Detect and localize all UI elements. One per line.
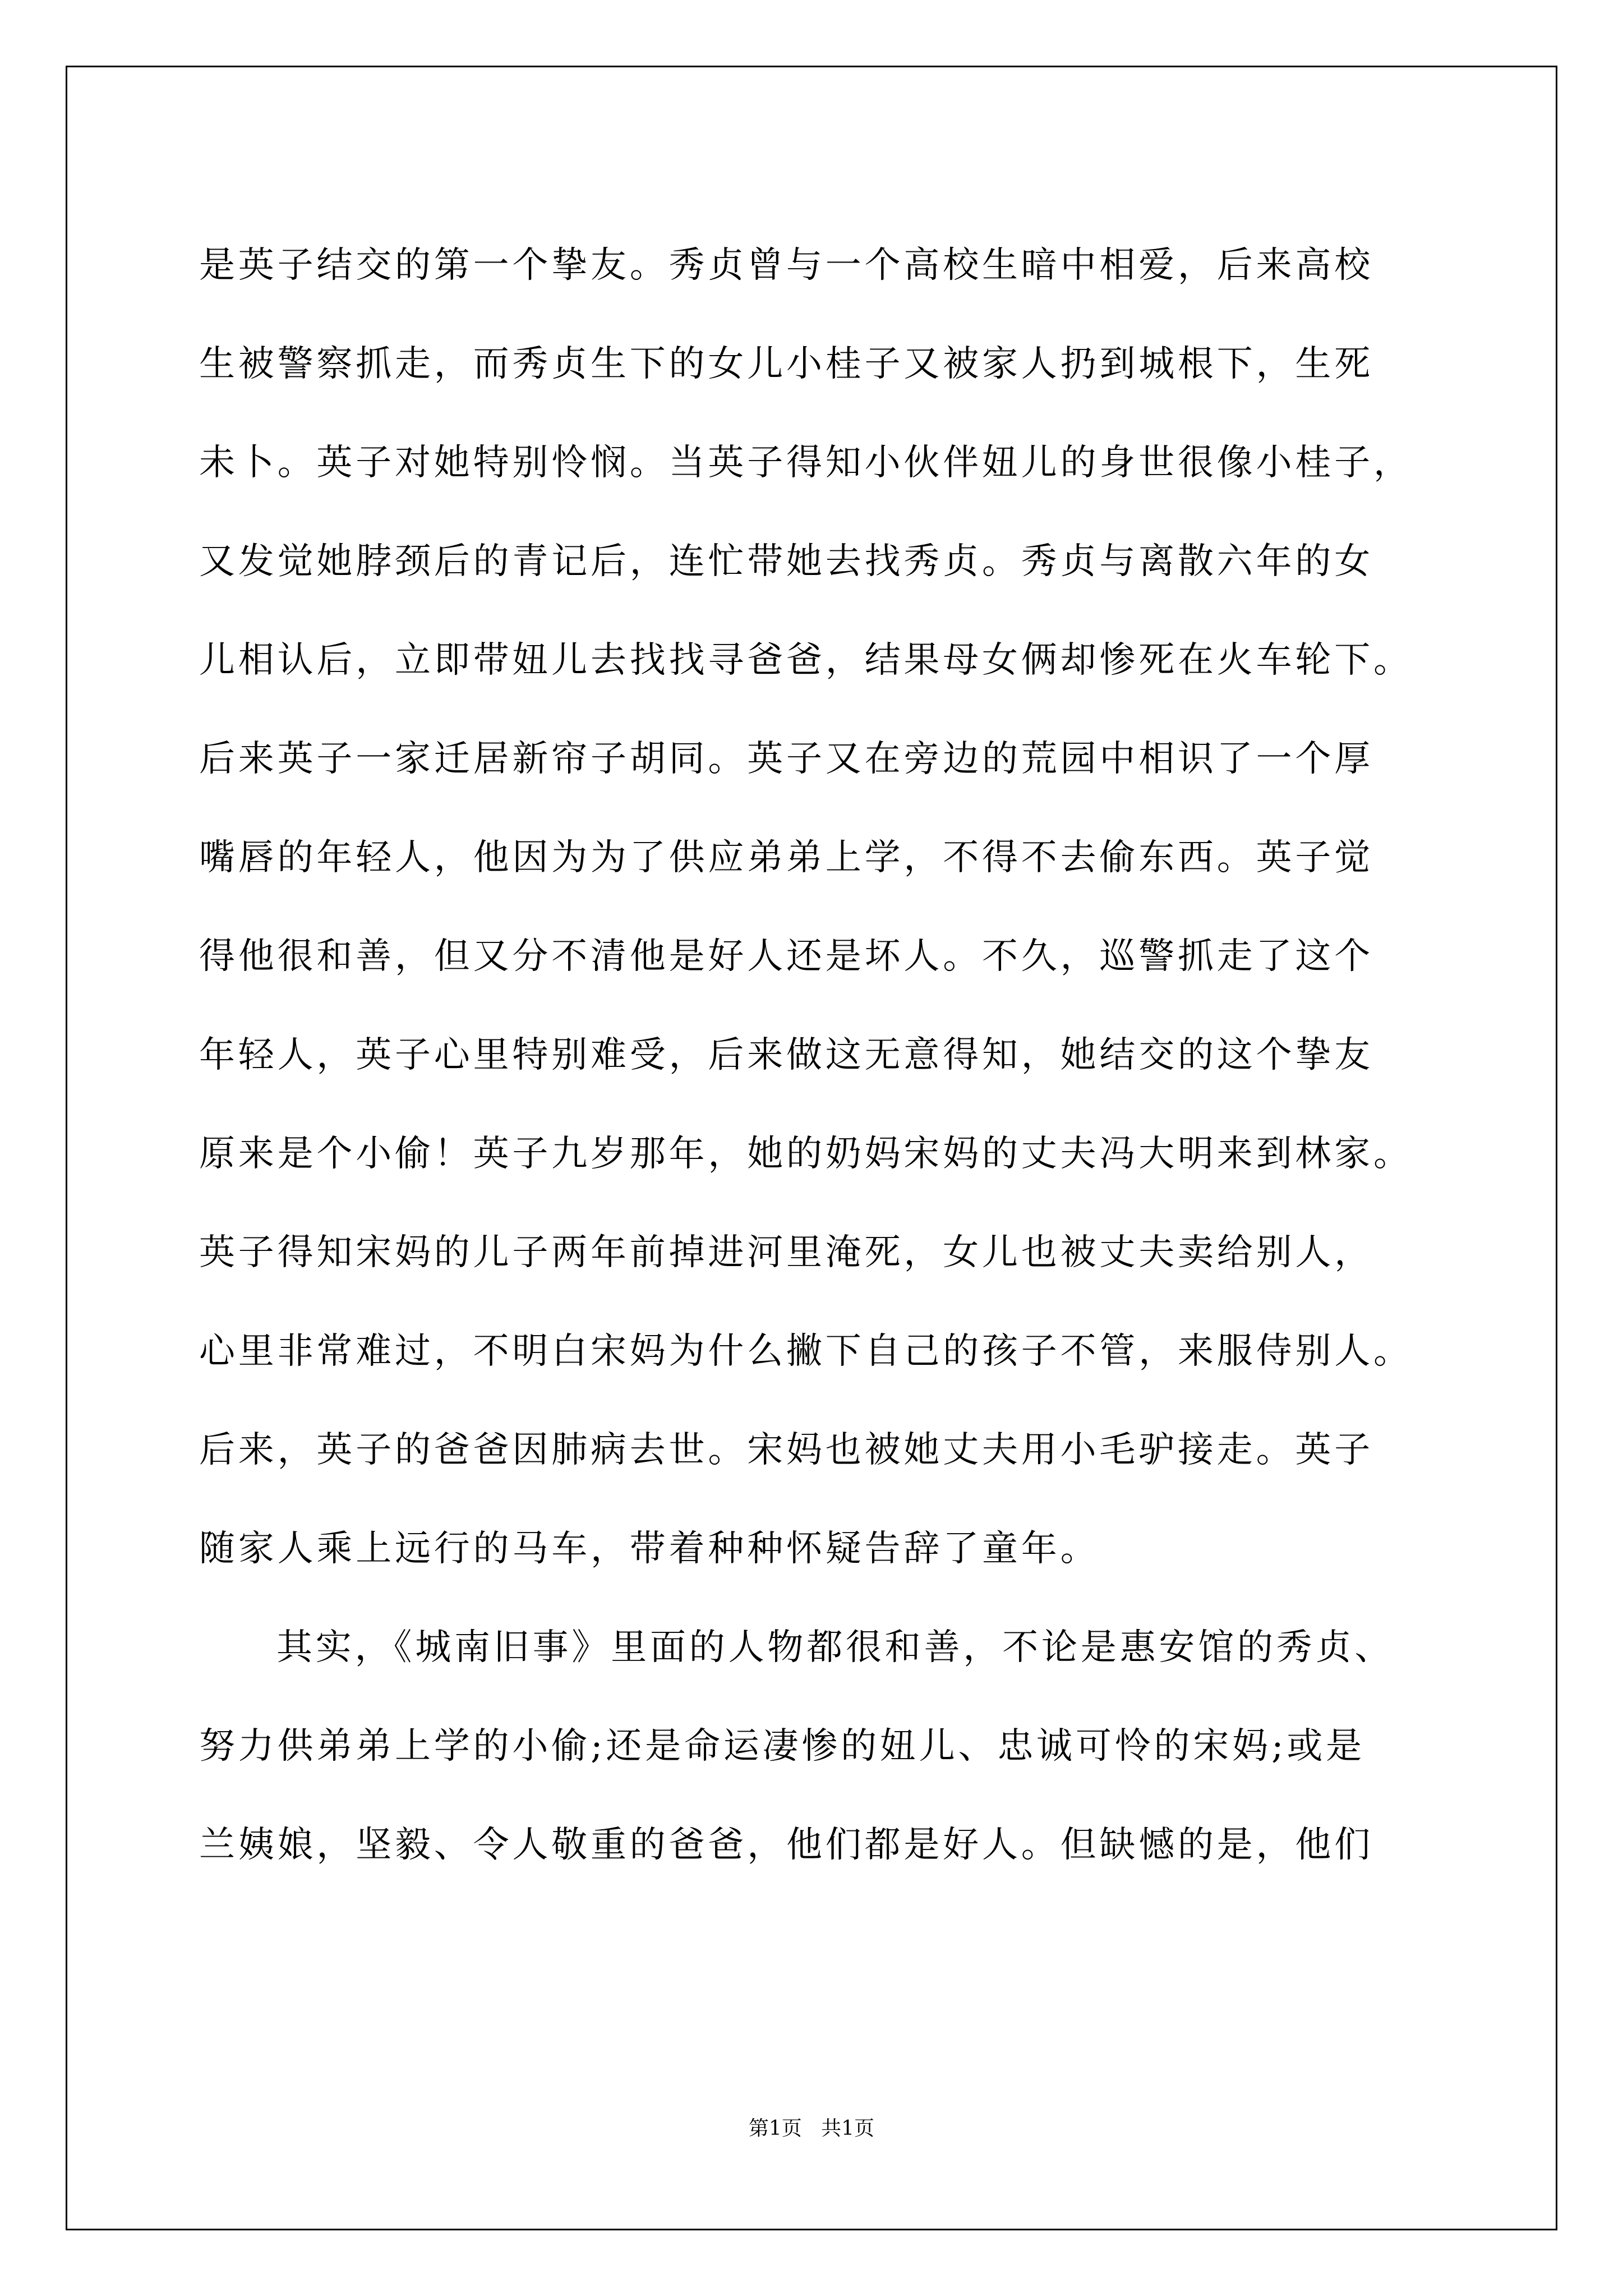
page-number-footer: 第1页 共1页: [748, 2117, 875, 2140]
text-line: 原来是个小偷！英子九岁那年，她的奶妈宋妈的丈夫冯大明来到林家。: [199, 1133, 1413, 1175]
text-line: 随家人乘上远行的马车，带着种种怀疑告辞了童年。: [199, 1528, 1100, 1570]
text-line: 得他很和善，但又分不清他是好人还是坏人。不久，巡警抓走了这个: [199, 936, 1373, 977]
document-body: [199, 216, 1433, 1894]
text-line: 努力供弟弟上学的小偷;还是命运凄惨的妞儿、忠诚可怜的宋妈;或是: [199, 1726, 1365, 1767]
text-line: 年轻人，英子心里特别难受，后来做这无意得知，她结交的这个挚友: [199, 1034, 1373, 1076]
text-line: 是英子结交的第一个挚友。秀贞曾与一个高校生暗中相爱，后来高校: [199, 245, 1373, 286]
text-line: 又发觉她脖颈后的青记后，连忙带她去找秀贞。秀贞与离散六年的女: [199, 541, 1373, 582]
paragraph-first-line: 其实，《城南旧事》里面的人物都很和善，不论是惠安馆的秀贞、: [276, 1627, 1394, 1668]
text-line: 未卜。英子对她特别怜悯。当英子得知小伙伴妞儿的身世很像小桂子，: [199, 442, 1413, 484]
text-line: 英子得知宋妈的儿子两年前掉进河里淹死，女儿也被丈夫卖给别人，: [199, 1232, 1373, 1273]
text-line: 后来英子一家迁居新帘子胡同。英子又在旁边的荒园中相识了一个厚: [199, 738, 1373, 780]
text-line: 嘴唇的年轻人，他因为为了供应弟弟上学，不得不去偷东西。英子觉: [199, 837, 1373, 878]
text-line: 生被警察抓走，而秀贞生下的女儿小桂子又被家人扔到城根下，生死: [199, 343, 1373, 385]
text-line: 兰姨娘，坚毅、令人敬重的爸爸，他们都是好人。但缺憾的是，他们: [199, 1824, 1373, 1866]
text-line: 后来，英子的爸爸因肺病去世。宋妈也被她丈夫用小毛驴接走。英子: [199, 1429, 1373, 1471]
text-line: 心里非常难过，不明白宋妈为什么撇下自己的孩子不管，来服侍别人。: [199, 1331, 1413, 1372]
text-line: 儿相认后，立即带妞儿去找找寻爸爸，结果母女俩却惨死在火车轮下。: [199, 639, 1413, 681]
